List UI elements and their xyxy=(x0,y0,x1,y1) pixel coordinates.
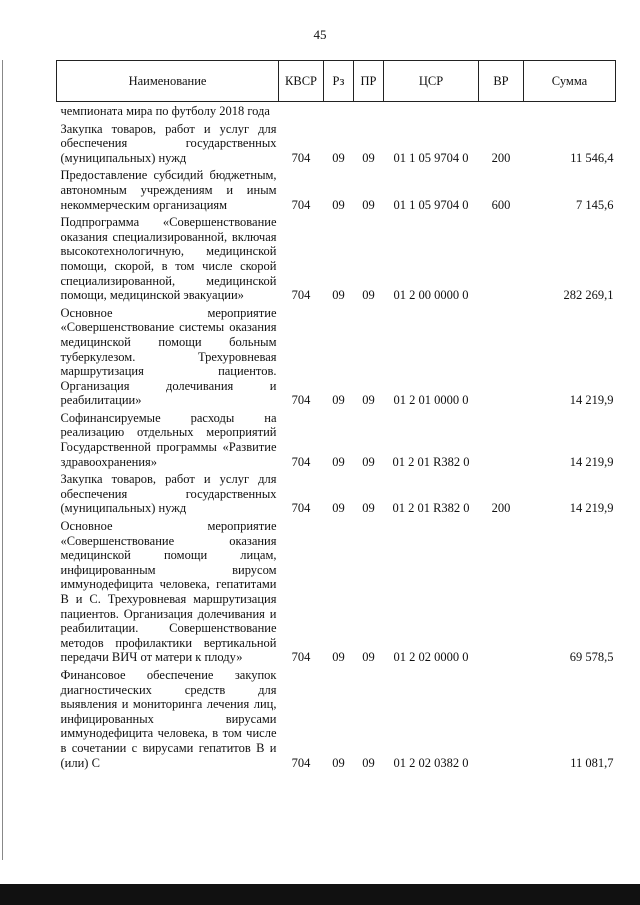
row-sum: 282 269,1 xyxy=(563,288,614,303)
row-pr: 09 xyxy=(362,755,375,770)
row-rz: 09 xyxy=(332,197,345,212)
row-rz: 09 xyxy=(332,288,345,303)
scan-edge-line xyxy=(2,60,3,860)
row-name: Подпрограмма «Совершенствование оказания специализированной, включая высокотехнологичную, медицинской помощи, скорой, в том числе скорой специализированной, медицинской помощи, медицинской эвакуации» xyxy=(60,215,277,303)
row-rz: 09 xyxy=(332,393,345,408)
table-row xyxy=(57,215,616,306)
row-csr: 01 1 05 9704 0 xyxy=(393,197,469,212)
row-sum: 14 219,9 xyxy=(569,454,614,469)
row-rz: 09 xyxy=(332,501,345,516)
row-sum: 14 219,9 xyxy=(569,393,614,408)
row-name: Основное мероприятие «Совершенствование оказания медицинской помощи лицам, инфицированным вирусом иммунодефицита человека, гепатитами B и C. Трехуровневая маршрутизация пациентов. Организация долечивания и реабилитации. Совершенствование методов профилактики вертикальной передачи ВИЧ от матери к плоду» xyxy=(60,519,277,665)
row-rz: 09 xyxy=(332,150,345,165)
row-vr xyxy=(479,215,524,306)
row-csr: 01 2 01 R382 0 xyxy=(392,501,470,516)
row-pr: 09 xyxy=(362,650,375,665)
table-header-row xyxy=(57,61,616,102)
row-kvsr: 704 xyxy=(291,393,311,408)
row-csr: 01 2 01 R382 0 xyxy=(392,454,470,469)
row-pr: 09 xyxy=(362,150,375,165)
row-vr xyxy=(479,668,524,773)
row-rz: 09 xyxy=(332,454,345,469)
table-row xyxy=(57,102,616,122)
row-csr: 01 2 01 0000 0 xyxy=(393,393,469,408)
row-sum: 69 578,5 xyxy=(569,650,614,665)
row-pr: 09 xyxy=(362,501,375,516)
row-vr: 600 xyxy=(491,197,511,212)
row-kvsr: 704 xyxy=(291,197,311,212)
table-row xyxy=(57,411,616,472)
row-kvsr: 704 xyxy=(291,501,311,516)
row-kvsr: 704 xyxy=(291,650,311,665)
row-sum: 7 145,6 xyxy=(576,197,614,212)
row-csr: 01 2 02 0000 0 xyxy=(393,650,469,665)
row-vr xyxy=(479,411,524,472)
row-kvsr: 704 xyxy=(291,755,311,770)
row-pr xyxy=(354,102,384,122)
row-pr: 09 xyxy=(362,393,375,408)
row-name: Софинансируемые расходы на реализацию отдельных мероприятий Государственной программы «Развитие здравоохранения» xyxy=(60,410,277,469)
header-kvsr: КВСР xyxy=(279,61,324,102)
table-row xyxy=(57,306,616,411)
table-row xyxy=(57,668,616,773)
header-name: Наименование xyxy=(57,61,279,102)
row-csr: 01 2 02 0382 0 xyxy=(393,755,469,770)
row-vr: 200 xyxy=(491,501,511,516)
row-vr: 200 xyxy=(491,150,511,165)
row-pr: 09 xyxy=(362,288,375,303)
row-name: Закупка товаров, работ и услуг для обеспечения государственных (муниципальных) нужд xyxy=(60,472,277,516)
row-name: чемпионата мира по футболу 2018 года xyxy=(60,104,270,118)
table-row xyxy=(57,519,616,668)
row-vr xyxy=(479,102,524,122)
row-rz: 09 xyxy=(332,650,345,665)
table-row xyxy=(57,168,616,215)
row-vr xyxy=(479,519,524,668)
row-sum: 11 081,7 xyxy=(570,755,614,770)
row-pr: 09 xyxy=(362,197,375,212)
row-name: Финансовое обеспечение закупок диагностических средств для выявления и мониторинга лечения лиц, инфицированных вирусами иммунодефицита человека, в том числе в сочетании с вирусами гепатитов B и (или) C xyxy=(60,667,277,770)
row-rz: 09 xyxy=(332,755,345,770)
row-sum xyxy=(524,102,616,122)
table-row xyxy=(57,122,616,169)
header-rz: Рз xyxy=(324,61,354,102)
row-csr: 01 2 00 0000 0 xyxy=(393,288,469,303)
header-vr: ВР xyxy=(479,61,524,102)
header-sum: Сумма xyxy=(524,61,616,102)
row-name: Основное мероприятие «Совершенствование системы оказания медицинской помощи больным туберкулезом. Трехуровневая маршрутизация пациентов. Организация долечивания и реабилитации» xyxy=(60,305,277,408)
row-sum: 14 219,9 xyxy=(569,501,614,516)
header-csr: ЦСР xyxy=(384,61,479,102)
row-vr xyxy=(479,306,524,411)
row-name: Предоставление субсидий бюджетным, автономным учреждениям и иным некоммерческим организациям xyxy=(60,168,277,212)
table-row xyxy=(57,472,616,519)
page-number: 45 xyxy=(313,27,327,42)
row-kvsr xyxy=(279,102,324,122)
budget-table xyxy=(56,60,616,773)
header-pr: ПР xyxy=(354,61,384,102)
row-kvsr: 704 xyxy=(291,150,311,165)
row-sum: 11 546,4 xyxy=(570,150,614,165)
row-csr xyxy=(384,102,479,122)
row-pr: 09 xyxy=(362,454,375,469)
row-kvsr: 704 xyxy=(291,288,311,303)
scan-bottom-edge xyxy=(0,884,640,905)
row-name: Закупка товаров, работ и услуг для обеспечения государственных (муниципальных) нужд xyxy=(60,121,277,165)
row-rz xyxy=(324,102,354,122)
row-csr: 01 1 05 9704 0 xyxy=(393,150,469,165)
row-kvsr: 704 xyxy=(291,454,311,469)
